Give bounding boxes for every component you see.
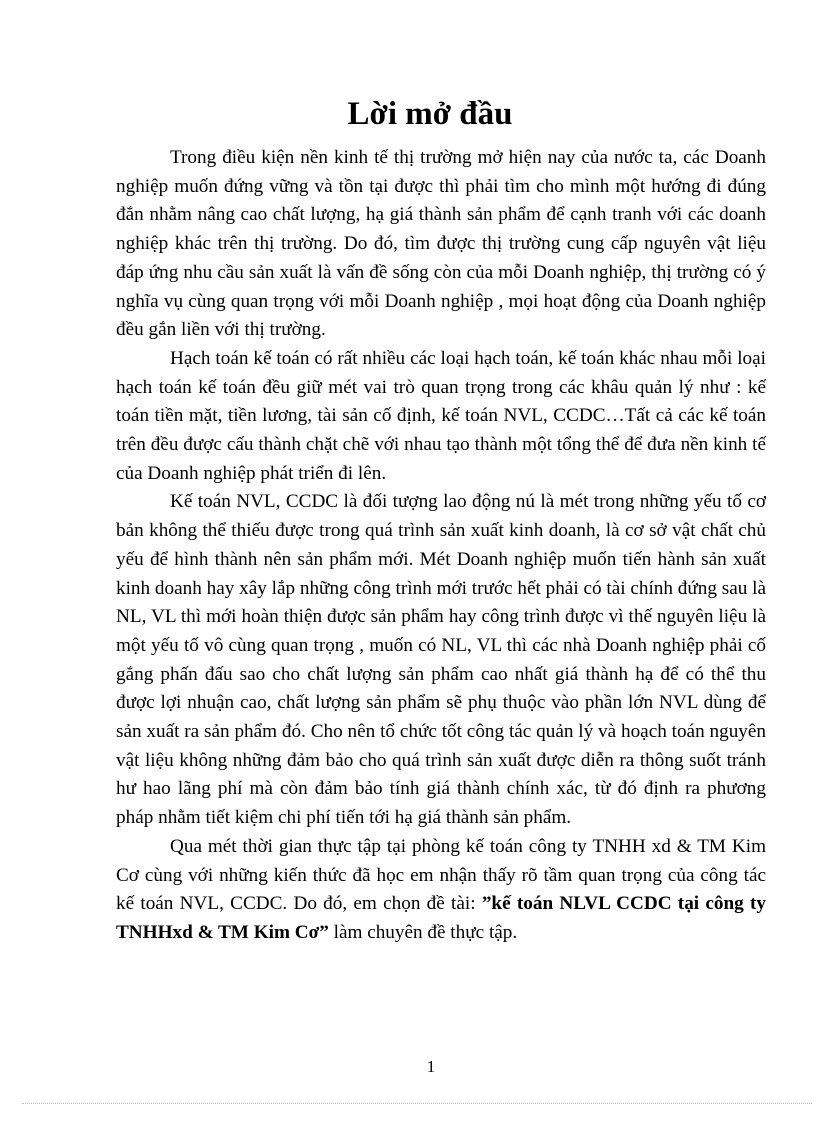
paragraph-4-lead: Qua mét thời gian thực tập tại phòng kế toán công ty TNHH xd & TM Kim Cơ cùng với những kiến thức đã học em nhận thấy rõ tầm quan trọng của công tác kế toán NVL, CCDC. Do đó, em chọn đề tài: — [116, 835, 766, 915]
paragraph-4-tail: làm chuyên đề thực tập. — [328, 921, 518, 943]
paragraph-2: Hạch toán kế toán có rất nhiều các loại hạch toán, kế toán khác nhau mỗi loại hạch toán kế toán đều giữ mét vai trò quan trọng trong các khâu quản lý như : kế toán tiền mặt, tiền lương, tài sản cố định, kế toán NVL, CCDC…Tất cả các kế toán trên đều được cấu thành chặt chẽ với nhau tạo thành một tổng thể để đưa nền kinh tế của Doanh nghiệp phát triển đi lên. — [116, 347, 766, 484]
page-title: Lời mở đầu — [347, 96, 513, 132]
paragraph-4 — [116, 833, 766, 948]
thesis-topic: ”kế toán NLVL CCDC tại công ty TNHHxd & TM Kim Cơ” — [116, 893, 767, 943]
document-body — [116, 144, 766, 948]
page-bottom-divider — [22, 1103, 812, 1104]
page-number: 1 — [426, 1057, 436, 1076]
paragraph-1: Trong điều kiện nền kinh tế thị trường mở hiện nay của nước ta, các Doanh nghiệp muốn đứng vững và tồn tại được thì phải tìm cho mình một hướng đi đúng đắn nhằm nâng cao chất lượng, hạ giá thành sản phẩm để cạnh tranh với các doanh nghiệp khác trên thị trường. Do đó, tìm được thị trường cung cấp nguyên vật liệu đáp ứng nhu cầu sản xuất là vấn đề sống còn của mỗi Doanh nghiệp, thị trường có ý nghĩa vụ cùng quan trọng với mỗi Doanh nghiệp , mọi hoạt động của Doanh nghiệp đều gắn liền với thị trường. — [116, 147, 766, 341]
paragraph-3: Kế toán NVL, CCDC là đối tượng lao động nú là mét trong những yếu tố cơ bản không thể thiếu được trong quá trình sản xuất kinh doanh, là cơ sở vật chất chủ yếu để hình thành nên sản phẩm mới. Mét Doanh nghiệp muốn tiến hành sản xuất kinh doanh hay xây lắp những công trình mới trước hết phải có tài chính đứng sau là NL, VL thì mới hoàn thiện được sản phẩm hay công trình được vì thế nguyên liệu là một yếu tố vô cùng quan trọng , muốn có NL, VL thì các nhà Doanh nghiệp phải cố gắng phấn đấu sao cho chất lượng sản phẩm cao nhất giá thành hạ để có thể thu được lợi nhuận cao, chất lượng sản phẩm sẽ phụ thuộc vào phần lớn NVL dùng để sản xuất ra sản phẩm đó. Cho nên tổ chức tốt công tác quản lý và hoạch toán nguyên vật liệu không những đảm bảo cho quá trình sản xuất được diễn ra thông suốt tránh hư hao lãng phí mà còn đảm bảo tính giá thành chính xác, từ đó định ra phương pháp nhằm tiết kiệm chi phí tiến tới hạ giá thành sản phẩm. — [116, 491, 766, 829]
